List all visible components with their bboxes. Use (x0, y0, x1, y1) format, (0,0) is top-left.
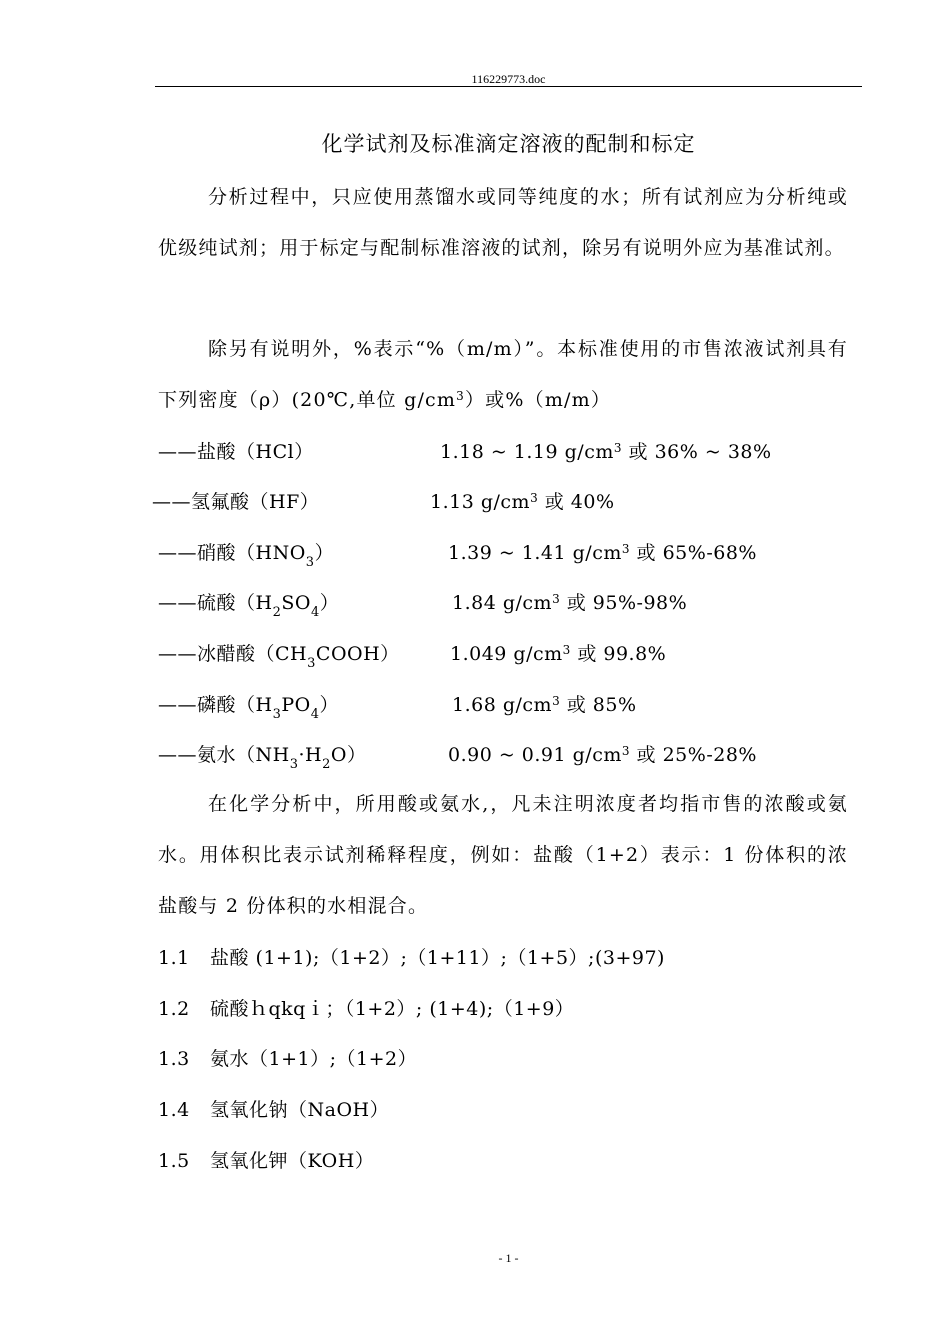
section-item (158, 1146, 374, 1176)
formula-text: O (330, 744, 347, 766)
formula-subscript: 2 (272, 605, 282, 620)
page-number: - 1 - (498, 1251, 519, 1265)
header-filename: 116229773.doc (471, 72, 546, 86)
density-unit-sup: 3 (552, 694, 561, 708)
formula-text: H (255, 592, 273, 614)
formula-text: SO (281, 592, 311, 614)
formula-text: HCl (255, 441, 295, 463)
reagent-line (158, 690, 637, 722)
section-item (158, 1095, 389, 1125)
section-item (158, 943, 665, 973)
reagent-name (158, 542, 335, 570)
formula-text: ·H (298, 744, 323, 766)
reagent-value (452, 690, 637, 717)
percent-value: 或 40% (538, 491, 615, 513)
formula-text: HNO (255, 542, 306, 564)
formula-subscript: 3 (272, 707, 282, 722)
reagent-value (440, 437, 772, 464)
reagent-line (158, 588, 688, 620)
reagent-prefix: ——磷酸（ (158, 694, 256, 716)
density-paragraph-tail: ）或%（m/m） (464, 389, 612, 411)
percent-value: 或 36% ~ 38% (622, 441, 772, 463)
reagent-value (448, 740, 757, 767)
reagent-value (452, 588, 687, 615)
percent-value: 或 65%-68% (630, 542, 757, 564)
reagent-suffix: ） (294, 441, 314, 463)
density-value: 1.39 ~ 1.41 g/cm (448, 542, 622, 564)
reagent-line (158, 740, 757, 772)
section-text: 氨水（1+1）;（1+2） (210, 1048, 418, 1070)
formula-subscript: 2 (322, 757, 331, 772)
density-value: 1.18 ~ 1.19 g/cm (440, 441, 614, 463)
percent-value: 或 25%-28% (630, 744, 757, 766)
density-paragraph-sup: 3 (456, 389, 465, 403)
reagent-suffix: ） (299, 491, 320, 513)
reagent-name (158, 592, 340, 620)
reagent-prefix: ——硝酸（ (158, 542, 256, 564)
reagent-line (158, 538, 757, 570)
formula-text: HF (269, 491, 300, 513)
intro-paragraph: 分析过程中，只应使用蒸馏水或同等纯度的水；所有试剂应为分析纯或优级纯试剂；用于标定与配制标准溶液的试剂，除另有说明外应为基准试剂。 (158, 186, 848, 259)
formula-text: PO (281, 694, 311, 716)
density-value: 1.13 g/cm (430, 491, 531, 513)
reagent-line (158, 437, 772, 467)
dilution-paragraph: 在化学分析中，所用酸或氨水,，凡未注明浓度者均指市售的浓酸或氨水。用体积比表示试剂稀释程度，例如：盐酸（1+2）表示：1 份体积的浓盐酸与 2 份体积的水相混合。 (158, 793, 848, 917)
reagent-prefix: ——盐酸（ (158, 441, 256, 463)
reagent-prefix: ——氨水（ (158, 744, 256, 766)
density-unit-sup: 3 (530, 491, 539, 505)
reagent-name (158, 441, 314, 463)
document-title: 化学试剂及标准滴定溶液的配制和标定 (321, 132, 696, 156)
reagent-value (448, 538, 757, 565)
section-number: 1.1 (158, 947, 190, 969)
reagent-suffix: ） (319, 694, 340, 716)
reagent-suffix: ） (346, 744, 367, 766)
density-unit-sup: 3 (621, 744, 631, 758)
reagent-prefix: ——冰醋酸（ (158, 643, 276, 665)
density-paragraph (158, 324, 848, 426)
reagent-name (158, 643, 400, 671)
reagent-line (152, 487, 615, 517)
section-text: 硫酸ｈqkqｉ；（1+2）; (1+4);（1+9） (210, 998, 575, 1020)
section-text: 氢氧化钾（KOH） (210, 1150, 375, 1172)
formula-subscript: 4 (310, 605, 320, 620)
reagent-prefix: ——氢氟酸（ (152, 491, 270, 513)
density-value: 1.68 g/cm (452, 694, 553, 716)
section-number: 1.5 (158, 1150, 190, 1172)
section-number: 1.4 (158, 1099, 190, 1121)
header-rule (155, 86, 862, 87)
reagent-prefix: ——硫酸（ (158, 592, 256, 614)
section-item (158, 994, 574, 1024)
reagent-suffix: ） (319, 592, 340, 614)
reagent-value (450, 639, 666, 666)
formula-subscript: 3 (305, 555, 315, 570)
formula-text: H (255, 694, 273, 716)
reagent-line (158, 639, 667, 671)
section-number: 1.3 (158, 1048, 190, 1070)
section-text: 盐酸 (1+1);（1+2）;（1+11）;（1+5）;(3+97) (210, 947, 665, 969)
section-item (158, 1044, 417, 1074)
reagent-suffix: ） (314, 542, 335, 564)
section-text: 氢氧化钠（NaOH） (210, 1099, 390, 1121)
density-unit-sup: 3 (613, 441, 623, 455)
formula-subscript: 3 (289, 757, 299, 772)
density-paragraph-text: 除另有说明外，%表示“%（m/m）”。本标准使用的市售浓液试剂具有下列密度（ρ）(20℃,单位 g/cm (158, 338, 848, 411)
percent-value: 或 85% (560, 694, 637, 716)
density-value: 0.90 ~ 0.91 g/cm (448, 744, 622, 766)
formula-text: CH (275, 643, 308, 665)
reagent-name (158, 744, 367, 772)
density-value: 1.84 g/cm (452, 592, 553, 614)
density-unit-sup: 3 (562, 643, 571, 657)
percent-value: 或 99.8% (570, 643, 667, 665)
density-value: 1.049 g/cm (450, 643, 563, 665)
density-unit-sup: 3 (621, 542, 631, 556)
formula-subscript: 4 (310, 707, 320, 722)
reagent-name (158, 694, 340, 722)
density-unit-sup: 3 (552, 592, 561, 606)
formula-text: COOH (315, 643, 381, 665)
reagent-suffix: ） (380, 643, 400, 665)
formula-subscript: 3 (307, 656, 316, 671)
reagent-value (430, 487, 615, 514)
formula-text: NH (255, 744, 290, 766)
percent-value: 或 95%-98% (560, 592, 688, 614)
section-number: 1.2 (158, 998, 190, 1020)
reagent-name (152, 491, 319, 513)
